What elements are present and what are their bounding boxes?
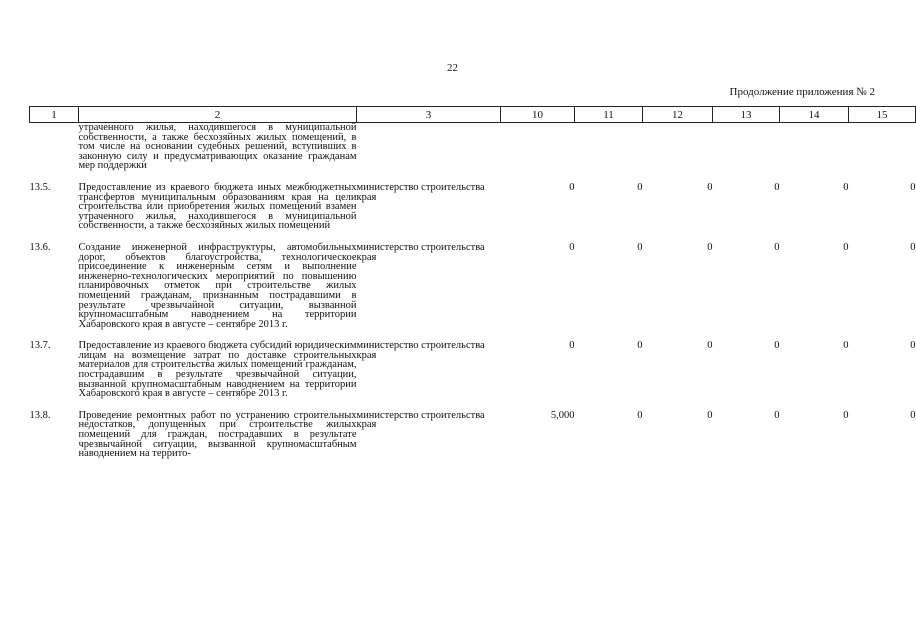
value-cell: 0	[774, 181, 780, 193]
value-cell: 0	[569, 241, 575, 253]
executor-cell: министерство строительства края	[356, 241, 485, 263]
measure-name-cell: утраченного жилья, находившегося в муниципальной собственности, а также бесхозяйных жилых помещений, в том числе на основании судебных решений, вступивших в законную силу и предусматривающих оказание гражданам мер поддержки	[78, 122, 357, 172]
executor-cell: министерство строительства края	[356, 340, 485, 361]
value-cell: 0	[637, 409, 643, 421]
table-row-continuation	[30, 123, 916, 171]
table-row	[30, 341, 916, 399]
column-header: 15	[849, 107, 916, 123]
continuation-title: Продолжение приложения № 2	[729, 86, 875, 98]
column-header: 1	[30, 107, 79, 123]
row-number-cell: 13.8.	[29, 409, 51, 421]
row-number-cell: 13.7.	[29, 340, 51, 352]
value-cell: 0	[843, 181, 849, 193]
value-cell: 0	[707, 241, 713, 253]
value-cell: 0	[707, 340, 713, 352]
measure-name-cell: Предоставление из краевого бюджета субсидий юридическим лицам на возмещение затрат по доставке строительных материалов для строительства жилых помещений гражданам, пострадавшим в результате чрезвычайной ситуации, вызванной крупномасштабным наводнением на территории Хабаровского края в августе – сентябре 2013 г.	[78, 340, 357, 400]
value-cell: 0	[843, 340, 849, 352]
value-cell: 0	[707, 409, 713, 421]
table-row	[30, 183, 916, 231]
measure-name-cell: Проведение ремонтных работ по устранению строительных недостатков, допущенных при строительстве жилых помещений для граждан, пострадавших в результате чрезвычайной ситуации, вызванной крупномасштабным наводнением на террито-	[78, 409, 357, 460]
value-cell: 0	[774, 340, 780, 352]
value-cell: 0	[637, 340, 643, 352]
column-header: 11	[575, 107, 643, 123]
value-cell: 0	[843, 241, 849, 253]
value-cell: 0	[774, 409, 780, 421]
measure-name-cell: Создание инженерной инфраструктуры, автомобильных дорог, объектов благоустройства, технологическое присоединение к инженерным сетям и выполнение инженерно-технологических мероприятий по повышению планировочных отметок при строительстве жилых помещений гражданам, признанным пострадавшими в результате чрезвычайной ситуации, вызванной крупномасштабным наводнением на территории Хабаровского края в августе – сентябре 2013 г.	[78, 241, 357, 330]
value-cell: 0	[637, 181, 643, 193]
executor-cell: министерство строительства края	[356, 181, 485, 203]
row-number-cell: 13.5.	[29, 181, 51, 193]
column-header: 12	[643, 107, 713, 123]
value-cell: 5,000	[550, 409, 575, 421]
value-cell: 0	[910, 409, 916, 421]
appendix-table	[29, 106, 916, 459]
value-cell: 0	[569, 340, 575, 352]
value-cell: 0	[910, 340, 916, 352]
executor-cell: министерство строительства края	[356, 409, 485, 431]
column-header: 13	[713, 107, 780, 123]
table-row	[30, 243, 916, 329]
value-cell: 0	[774, 241, 780, 253]
measure-name-cell: Предоставление из краевого бюджета иных межбюджетных трансфертов муниципальным образованиям края на цели строительства или приобретения жилых помещений взамен утраченного жилья, находившегося в муниципальной собственности, а также бесхозяйных жилых помещений	[78, 181, 357, 232]
value-cell: 0	[707, 181, 713, 193]
table-row	[30, 411, 916, 459]
value-cell: 0	[569, 181, 575, 193]
column-header: 10	[501, 107, 575, 123]
row-number-cell: 13.6.	[29, 241, 51, 253]
column-number-header-row	[30, 107, 916, 123]
page-number: 22	[447, 62, 458, 74]
column-header: 2	[79, 107, 357, 123]
row-number-cell	[30, 123, 79, 171]
value-cell: 0	[637, 241, 643, 253]
value-cell: 0	[843, 409, 849, 421]
value-cell: 0	[910, 241, 916, 253]
value-cell: 0	[910, 181, 916, 193]
column-header: 14	[780, 107, 849, 123]
column-header: 3	[357, 107, 501, 123]
